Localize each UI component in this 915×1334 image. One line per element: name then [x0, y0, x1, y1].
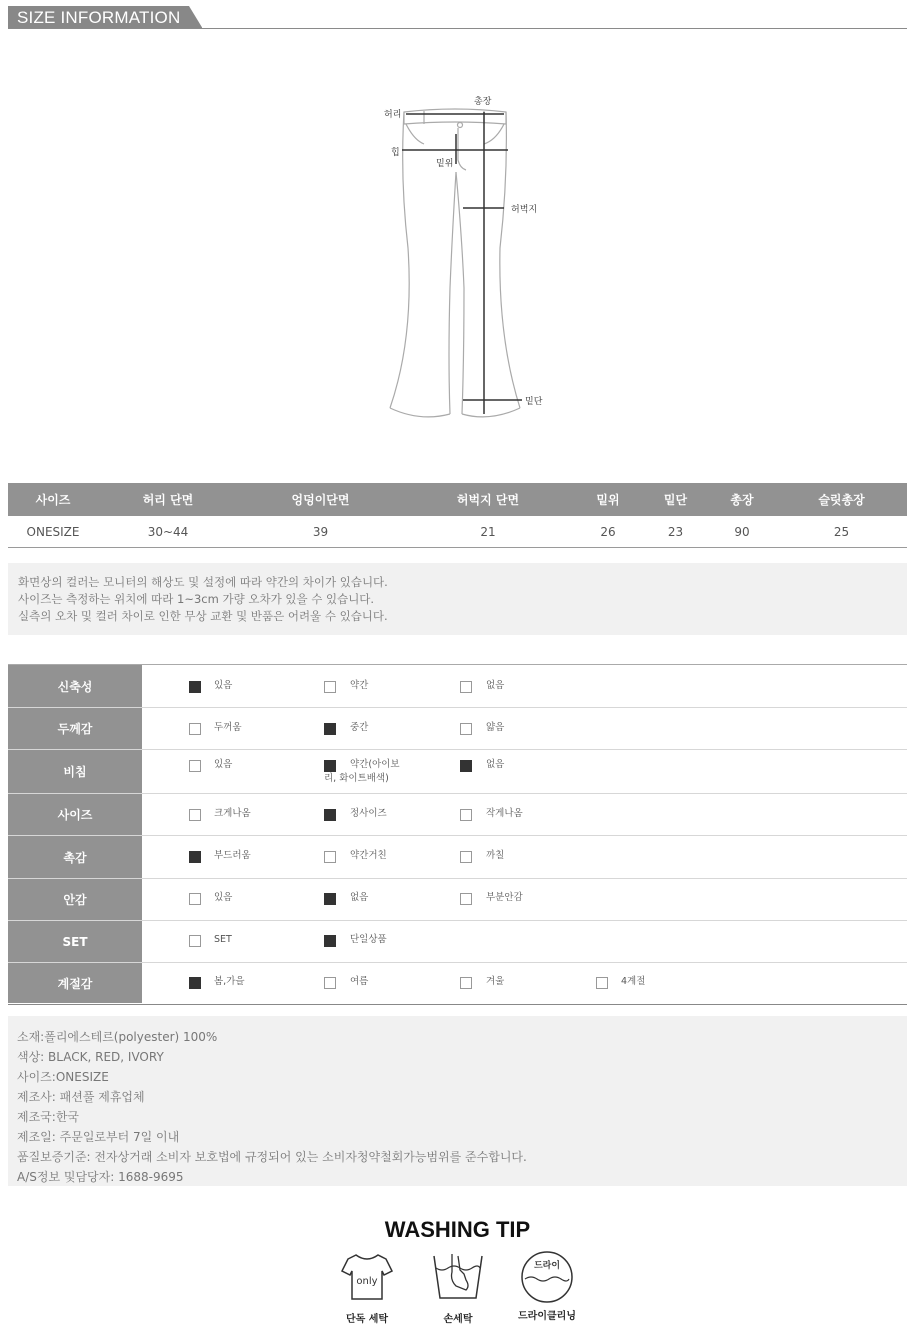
- checkbox[interactable]: [189, 681, 201, 693]
- table-cell: 26: [573, 516, 643, 548]
- feature-row-size: [8, 794, 907, 836]
- checkbox[interactable]: [324, 681, 336, 693]
- table-cell: 25: [776, 516, 907, 548]
- size-table-header: [8, 483, 907, 516]
- option-label: 중간: [350, 722, 369, 733]
- option-label: 까칠: [486, 850, 505, 861]
- col-header: 총장: [708, 483, 776, 516]
- table-cell: 90: [708, 516, 776, 548]
- icon-text-only: only: [356, 1276, 378, 1287]
- wash-label-hand: 손세탁: [443, 1314, 473, 1325]
- option-label: 단일상품: [350, 934, 387, 945]
- checkbox[interactable]: [189, 851, 201, 863]
- feature-row-lining: [8, 879, 907, 921]
- tshirt-only-icon: [338, 1249, 396, 1305]
- checkbox[interactable]: [189, 723, 201, 735]
- option-label: 여름: [350, 976, 369, 987]
- icon-text-dry: 드라이: [533, 1261, 561, 1271]
- hand-wash-icon: [430, 1250, 486, 1304]
- table-row: [8, 516, 907, 548]
- option-label: 없음: [486, 759, 505, 770]
- pants-illustration: [370, 88, 560, 428]
- label-total-length: 총장: [474, 97, 492, 107]
- notice-box: [8, 563, 907, 635]
- feature-label: SET: [8, 921, 142, 962]
- size-table: [8, 483, 907, 548]
- table-cell: 21: [403, 516, 573, 548]
- table-cell: 23: [643, 516, 708, 548]
- checkbox[interactable]: [189, 760, 201, 772]
- info-color: 색상: BLACK, RED, IVORY: [17, 1050, 164, 1064]
- feature-row-season: [8, 963, 907, 1003]
- checkbox[interactable]: [460, 977, 472, 989]
- option-label: 작게나옴: [486, 808, 523, 819]
- checkbox[interactable]: [189, 977, 201, 989]
- feature-label: 비침: [8, 750, 142, 793]
- col-header: 밑위: [573, 483, 643, 516]
- table-cell: ONESIZE: [8, 516, 98, 548]
- option-label: 크게나옴: [214, 808, 251, 819]
- feature-label: 안감: [8, 879, 142, 920]
- feature-label: 촉감: [8, 836, 142, 878]
- option-label: SET: [214, 934, 232, 945]
- notice-line: 실측의 오차 및 컬러 차이로 인한 무상 교환 및 반품은 어려울 수 있습니다.: [18, 609, 388, 623]
- option-label: 부분안감: [486, 892, 523, 903]
- checkbox[interactable]: [324, 935, 336, 947]
- option-label: 겨울: [486, 976, 505, 987]
- option-label: 없음: [350, 892, 369, 903]
- table-cell: 39: [238, 516, 403, 548]
- checkbox[interactable]: [460, 723, 472, 735]
- feature-row-thickness: [8, 708, 907, 750]
- checkbox[interactable]: [324, 893, 336, 905]
- header-divider: [8, 28, 907, 29]
- label-waist: 허리: [384, 110, 402, 120]
- info-as-contact: A/S정보 및담당자: 1688-9695: [17, 1170, 184, 1184]
- checkbox[interactable]: [189, 935, 201, 947]
- option-label: 있음: [214, 680, 233, 691]
- option-label: 약간거친: [350, 850, 387, 861]
- checkbox[interactable]: [324, 977, 336, 989]
- col-header: 허벅지 단면: [403, 483, 573, 516]
- info-date: 제조일: 주문일로부터 7일 이내: [17, 1130, 180, 1144]
- checkbox[interactable]: [324, 851, 336, 863]
- checkbox[interactable]: [189, 893, 201, 905]
- option-label: 약간: [350, 680, 369, 691]
- notice-line: 사이즈는 측정하는 위치에 따라 1~3cm 가량 오차가 있을 수 있습니다.: [18, 592, 375, 606]
- info-size: 사이즈:ONESIZE: [17, 1070, 109, 1084]
- option-label-continued: 리, 화이트배색): [324, 773, 389, 784]
- label-rise: 밑위: [436, 159, 454, 169]
- feature-row-set: [8, 921, 907, 963]
- option-label: 부드러움: [214, 850, 251, 861]
- checkbox[interactable]: [460, 681, 472, 693]
- feature-label: 신축성: [8, 665, 142, 707]
- option-label: 있음: [214, 892, 233, 903]
- col-header: 사이즈: [8, 483, 98, 516]
- checkbox[interactable]: [324, 723, 336, 735]
- checkbox[interactable]: [460, 893, 472, 905]
- label-hem: 밑단: [525, 397, 543, 407]
- feature-row-stretch: [8, 665, 907, 708]
- checkbox[interactable]: [460, 760, 472, 772]
- checkbox[interactable]: [324, 760, 336, 772]
- wash-label-solo: 단독 세탁: [345, 1314, 389, 1325]
- feature-table: [8, 664, 907, 1005]
- info-country: 제조국:한국: [17, 1110, 80, 1124]
- table-cell: 30~44: [98, 516, 238, 548]
- info-warranty: 품질보증기준: 전자상거래 소비자 보호법에 규정되어 있는 소비자청약철회가능범위를 준수합니다.: [17, 1150, 527, 1164]
- notice-line: 화면상의 컬러는 모니터의 해상도 및 설정에 따라 약간의 차이가 있습니다.: [18, 575, 388, 589]
- label-hip: 힙: [391, 148, 400, 158]
- option-label: 4계절: [621, 976, 646, 987]
- option-label: 약간(아이보: [350, 759, 400, 770]
- checkbox[interactable]: [460, 851, 472, 863]
- label-thigh: 허벅지: [511, 205, 538, 215]
- checkbox[interactable]: [460, 809, 472, 821]
- info-material: 소재:폴리에스테르(polyester) 100%: [17, 1030, 218, 1044]
- section-title: SIZE INFORMATION: [17, 8, 181, 27]
- feature-row-sheerness: [8, 750, 907, 794]
- option-label: 봄,가을: [214, 976, 245, 987]
- col-header: 슬릿총장: [776, 483, 907, 516]
- wash-label-dry: 드라이클리닝: [518, 1311, 576, 1322]
- pants-size-diagram: [370, 88, 560, 428]
- option-label: 얇음: [486, 722, 505, 733]
- info-manufacturer: 제조사: 패션풀 제휴업체: [17, 1090, 145, 1104]
- option-label: 있음: [214, 759, 233, 770]
- checkbox[interactable]: [324, 809, 336, 821]
- washing-tip-title: WASHING TIP: [384, 1217, 531, 1242]
- col-header: 엉덩이단면: [238, 483, 403, 516]
- col-header: 밑단: [643, 483, 708, 516]
- col-header: 허리 단면: [98, 483, 238, 516]
- feature-label: 계절감: [8, 963, 142, 1003]
- checkbox[interactable]: [189, 809, 201, 821]
- product-info-box: [8, 1016, 907, 1186]
- dry-clean-icon: [519, 1249, 575, 1305]
- option-label: 두꺼움: [214, 722, 242, 733]
- feature-label: 사이즈: [8, 794, 142, 835]
- feature-label: 두께감: [8, 708, 142, 749]
- option-label: 정사이즈: [350, 808, 387, 819]
- feature-row-touch: [8, 836, 907, 879]
- checkbox[interactable]: [596, 977, 608, 989]
- option-label: 없음: [486, 680, 505, 691]
